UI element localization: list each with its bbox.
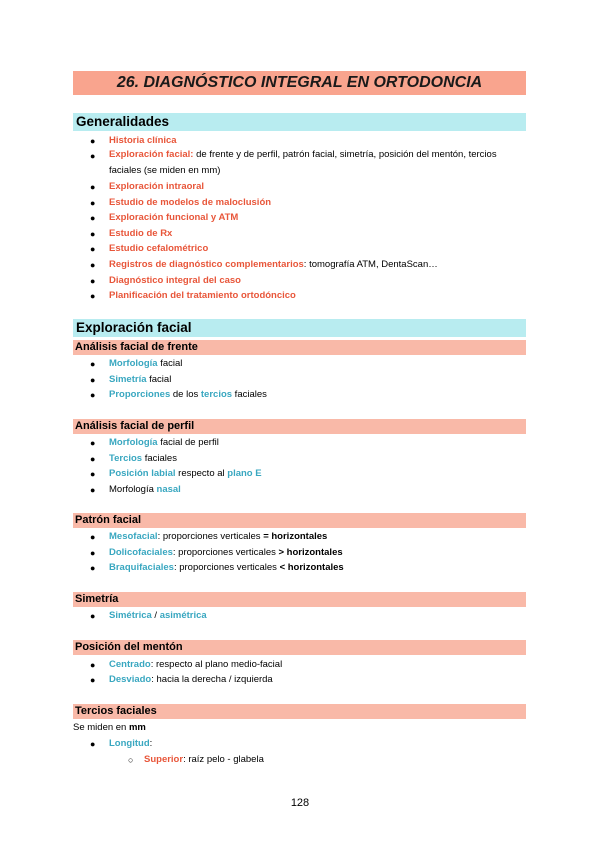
list-item: Tercios faciales xyxy=(109,453,177,464)
list-item: Simétrica / asimétrica xyxy=(109,610,207,621)
page-title: 26. DIAGNÓSTICO INTEGRAL EN ORTODONCIA xyxy=(73,71,526,95)
bullet-icon: ● xyxy=(90,198,96,208)
list-item: Planificación del tratamiento ortodóncico xyxy=(109,290,296,301)
list-item: Centrado: respecto al plano medio-facial xyxy=(109,659,283,670)
list-item: Registros de diagnóstico complementarios: tomografía ATM, DentaScan… xyxy=(109,259,438,270)
bullet-icon: ● xyxy=(90,469,96,479)
bullet-icon: ● xyxy=(90,151,96,161)
bullet-icon: ● xyxy=(90,182,96,192)
subsection-heading-tercios: Tercios faciales xyxy=(73,704,526,719)
bullet-icon: ● xyxy=(90,244,96,254)
list-item: Estudio de Rx xyxy=(109,228,173,239)
list-item: Desviado: hacia la derecha / izquierda xyxy=(109,674,273,685)
bullet-icon: ● xyxy=(90,548,96,558)
list-item: Historia clínica xyxy=(109,135,177,146)
list-item: Exploración intraoral xyxy=(109,181,205,192)
bullet-icon: ● xyxy=(90,454,96,464)
list-item: Dolicofaciales: proporciones verticales > horizontales xyxy=(109,547,343,558)
list-item: Diagnóstico integral del caso xyxy=(109,275,241,286)
list-item: Superior: raíz pelo - glabela xyxy=(144,754,264,765)
bullet-icon: ● xyxy=(90,260,96,270)
bullet-icon: ● xyxy=(90,390,96,400)
list-item: Mesofacial: proporciones verticales = horizontales xyxy=(109,531,328,542)
bullet-icon: ● xyxy=(90,291,96,301)
bullet-icon: ● xyxy=(90,229,96,239)
bullet-icon: ● xyxy=(90,136,96,146)
subsection-heading-perfil: Análisis facial de perfil xyxy=(73,419,526,434)
bullet-icon: ● xyxy=(90,563,96,573)
list-item: Estudio de modelos de maloclusión xyxy=(109,197,272,208)
section-heading-generalidades: Generalidades xyxy=(73,113,526,131)
bullet-icon: ● xyxy=(90,213,96,223)
bullet-icon: ● xyxy=(90,660,96,670)
bullet-icon: ● xyxy=(90,532,96,542)
bullet-icon: ● xyxy=(90,276,96,286)
subsection-heading-frente: Análisis facial de frente xyxy=(73,340,526,355)
circle-bullet-icon: ○ xyxy=(128,755,134,765)
bullet-icon: ● xyxy=(90,739,96,749)
list-item: Longitud: xyxy=(109,738,153,749)
bullet-icon: ● xyxy=(90,611,96,621)
subsection-heading-patron: Patrón facial xyxy=(73,513,526,528)
subsection-heading-simetria: Simetría xyxy=(73,592,526,607)
list-item: Estudio cefalométrico xyxy=(109,243,209,254)
list-item: Exploración facial: de frente y de perfil, patrón facial, simetría, posición del mentón, tercios faciales (se miden en mm) xyxy=(109,149,497,176)
bullet-icon: ● xyxy=(90,485,96,495)
page-number: 128 xyxy=(290,797,310,809)
list-item: Posición labial respecto al plano E xyxy=(109,468,262,479)
list-item: Proporciones de los tercios faciales xyxy=(109,389,267,400)
list-item: Exploración funcional y ATM xyxy=(109,212,239,223)
section-heading-exploracion-facial: Exploración facial xyxy=(73,319,526,337)
list-item: Braquifaciales: proporciones verticales < horizontales xyxy=(109,562,344,573)
list-item: Simetría facial xyxy=(109,374,172,385)
bullet-icon: ● xyxy=(90,438,96,448)
bullet-icon: ● xyxy=(90,675,96,685)
list-item: Morfología nasal xyxy=(109,484,181,495)
list-item: Morfología facial de perfil xyxy=(109,437,219,448)
list-item: Morfología facial xyxy=(109,358,183,369)
bullet-icon: ● xyxy=(90,359,96,369)
bullet-icon: ● xyxy=(90,375,96,385)
tercios-intro: Se miden en mm xyxy=(73,722,146,733)
subsection-heading-menton: Posición del mentón xyxy=(73,640,526,655)
